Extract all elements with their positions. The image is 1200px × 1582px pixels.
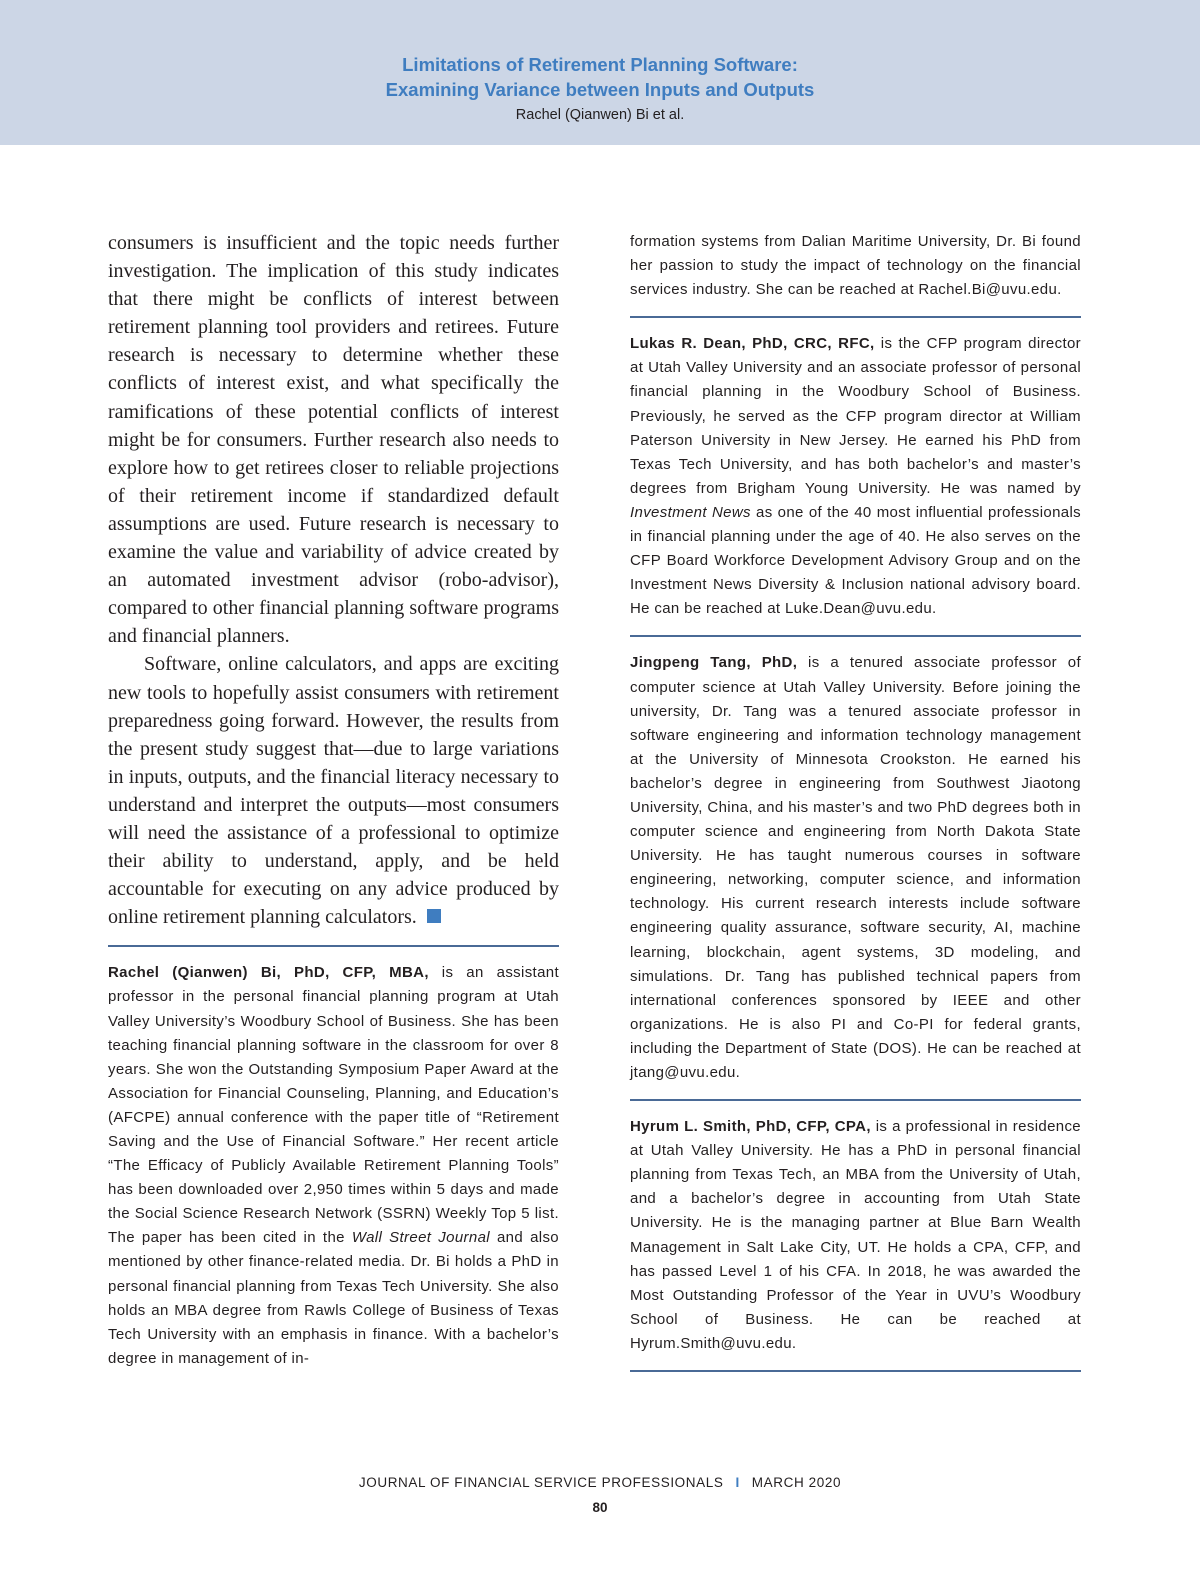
bio-dean-italic: Investment News bbox=[630, 503, 751, 521]
divider bbox=[630, 635, 1081, 637]
end-of-article-mark bbox=[427, 909, 441, 923]
bio-dean-name: Lukas R. Dean, PhD, CRC, RFC, bbox=[630, 335, 875, 353]
bio-bi-italic: Wall Street Journal bbox=[351, 1229, 490, 1247]
bio-dean-text-b: as one of the 40 most influential professionals in financial planning under the age of 40. He also serves on the CFP Board Workforce Development Advisory Group and on the Investment News Diversity & Inclusion national advisory board. He can be reached at Luke.Dean@uvu.edu. bbox=[630, 503, 1081, 618]
bio-tang-name: Jingpeng Tang, PhD, bbox=[630, 654, 798, 672]
article-title-line-1: Limitations of Retirement Planning Software: bbox=[402, 54, 798, 75]
bio-tang bbox=[630, 651, 1081, 1085]
page-footer bbox=[0, 1475, 1200, 1490]
bio-smith-text: is a professional in residence at Utah Valley University. He has a PhD in personal financial planning from Texas Tech, an MBA from the University of Utah, and a bachelor’s degree in accounting from Utah State University. He is the managing partner at Blue Barn Wealth Management in Salt Lake City, UT. He holds a CPA, CFP, and has passed Level 1 of his CFA. In 2018, he was awarded the Most Outstanding Professor of the Year in UVU’s Woodbury School of Business. He can be reached at Hyrum.Smith@uvu.edu. bbox=[630, 1118, 1081, 1352]
bio-bi bbox=[108, 961, 559, 1371]
article-title bbox=[0, 52, 1200, 102]
divider bbox=[630, 316, 1081, 318]
bio-tang-text: is a tenured associate professor of computer science at Utah Valley University. Before joining the university, Dr. Tang was a tenured associate professor in software engineering and information technology management at the University of Minnesota Crookston. He earned his bachelor’s degree in engineering from Southwest Jiaotong University, China, and his master’s and two PhD degrees both in computer science and engineering from North Dakota State University. He has taught numerous courses in software engineering, networking, computer science, and information technology. His current research interests include software engineering quality assurance, software security, AI, machine learning, blockchain, agent systems, 3D modeling, and simulations. Dr. Tang has published technical papers from international conferences sponsored by IEEE and other organizations. He is also PI and Co-PI for federal grants, including the Department of State (DOS). He can be reached at jtang@uvu.edu. bbox=[630, 654, 1082, 1081]
page-number: 80 bbox=[592, 1500, 608, 1515]
bio-smith-name: Hyrum L. Smith, PhD, CFP, CPA, bbox=[630, 1118, 871, 1136]
footer-separator: I bbox=[735, 1475, 740, 1490]
body-paragraph-2-text: Software, online calculators, and apps are exciting new tools to hopefully assist consumers with retirement preparedness going forward. However, the results from the present study suggest that—due to large variations in inputs, outputs, and the financial literacy necessary to understand and interpret the outputs—most consumers will need the assistance of a professional to optimize their ability to understand, apply, and be held accountable for executing on any advice produced by online retirement planning calculators. bbox=[108, 653, 559, 929]
bio-bi-name: Rachel (Qianwen) Bi, PhD, CFP, MBA, bbox=[108, 964, 429, 982]
bio-bi-text-b: and also mentioned by other finance-related media. Dr. Bi holds a PhD in personal financial planning from Texas Tech University. She also holds an MBA degree from Rawls College of Business of Texas Tech University with an emphasis in finance. With a bachelor’s degree in management of in- bbox=[108, 1229, 559, 1367]
left-column bbox=[108, 229, 559, 1371]
bio-smith bbox=[630, 1115, 1081, 1356]
article-title-line-2: Examining Variance between Inputs and Outputs bbox=[385, 79, 815, 100]
article-authors: Rachel (Qianwen) Bi et al. bbox=[515, 107, 685, 123]
divider bbox=[630, 1370, 1081, 1372]
divider bbox=[108, 945, 559, 947]
bio-dean bbox=[630, 332, 1081, 621]
divider bbox=[630, 1099, 1081, 1101]
right-column bbox=[630, 230, 1081, 1372]
bio-dean-text-a: is the CFP program director at Utah Valley University and an associate professor of personal financial planning in the Woodbury School of Business. Previously, he served as the CFP program director at William Paterson University in New Jersey. He earned his PhD from Texas Tech University, and has both bachelor’s and master’s degrees from Brigham Young University. He was named by bbox=[630, 335, 1081, 497]
header-band bbox=[0, 0, 1200, 145]
journal-name: JOURNAL OF FINANCIAL SERVICE PROFESSIONALS bbox=[358, 1475, 724, 1490]
issue-date: MARCH 2020 bbox=[751, 1475, 842, 1490]
bio-bi-continued: formation systems from Dalian Maritime University, Dr. Bi found her passion to study the impact of technology on the financial services industry. She can be reached at Rachel.Bi@uvu.edu. bbox=[630, 233, 1081, 299]
bio-bi-text-a: is an assistant professor in the personal financial planning program at Utah Valley University’s Woodbury School of Business. She has been teaching financial planning software in the classroom for over 8 years. She won the Outstanding Symposium Paper Award at the Association for Financial Counseling, Planning, and Education’s (AFCPE) annual conference with the paper title of “Retirement Saving and the Use of Financial Software.” Her recent article “The Efficacy of Publicly Available Retirement Planning Tools” has been downloaded over 2,950 times within 5 days and made the Social Science Research Network (SSRN) Weekly Top 5 list. The paper has been cited in the bbox=[108, 964, 559, 1247]
body-paragraph-2 bbox=[108, 650, 559, 931]
body-paragraph-1: consumers is insufficient and the topic needs further investigation. The implication of this study indicates that there might be conflicts of interest between retirement planning tool providers and retirees. Future research is necessary to determine whether these conflicts of interest exist, and what specifically the ramifications of these potential conflicts of interest might be for consumers. Further research also needs to explore how to get retirees closer to reliable projections of their retirement income if standardized default assumptions are used. Future research is necessary to examine the value and variability of advice created by an automated investment advisor (robo-advisor), compared to other financial planning software programs and financial planners. bbox=[108, 232, 559, 648]
